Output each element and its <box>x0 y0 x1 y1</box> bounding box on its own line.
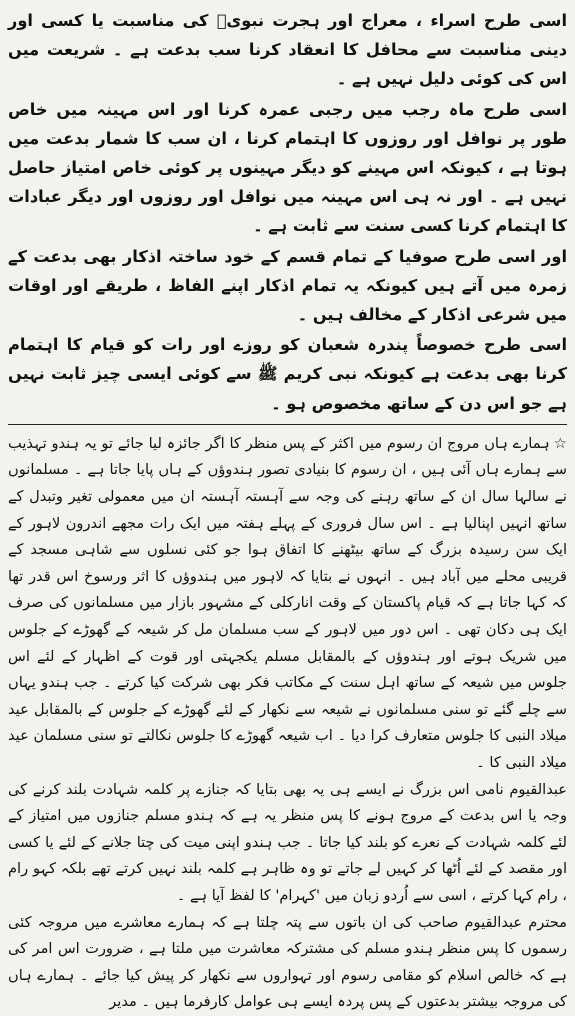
footnote-text: ہمارے ہاں مروج ان رسوم میں اکثر کے پس منظر کا اگر جائزہ لیا جائے تو یہ ہندو تہذیب سے ہمارے ہاں آئی ہیں ، ان رسوم کا بنیادی تصور ہندوؤں کے ہاں پایا جاتا ہے ۔ مسلمانوں نے سالہا سال ان کے ساتھ رہنے کی وجہ سے آہستہ آہستہ ان میں معمولی تغیر وتبدل کے ساتھ انہیں اپنالیا ہے ۔ اس سال فروری کے پہلے ہفتہ میں ایک رات مجھے اندرون لاہور کے ایک سن رسیدہ بزرگ کے ساتھ بیٹھنے کا اتفاق ہوا جو کئی نسلوں سے شاہی مسجد کے قریبی محلے میں آباد ہیں ۔ انہوں نے بتایا کہ لاہور میں ہندوؤں کا اثر ورسوخ اس قدر تھا کہ کہا جاتا ہے کہ قیام پاکستان کے وقت انارکلی کے مشہور بازار میں مسلمانوں کی صرف ایک ہی دکان تھی ۔ اس دور میں لاہور کے سب مسلمان مل کر شیعہ کے گھوڑے کے جلوس میں شریک ہوتے اور ہندوؤں کے بالمقابل مسلم یکجہتی اور قوت کے اظہار کے لئے اس جلوس میں شیعہ کے ساتھ اہل سنت کے مکاتب فکر بھی شرکت کیا کرتے ۔ جب ہندو یہاں سے چلے گئے تو سنی مسلمانوں نے شیعہ سے نکھار کے لئے گھوڑے کے جلوس کے بالمقابل عید میلاد النبی کا جلوس متعارف کرا دیا ۔ اب شیعہ گھوڑے کا جلوس نکالتے تو سنی مسلمان عید میلاد النبی کا ۔ <box>8 434 567 771</box>
main-text <box>8 6 567 418</box>
star-icon: ☆ <box>553 434 567 452</box>
paragraph-rajab: اسی طرح ماہ رجب میں رجبی عمرہ کرنا اور اس مہینہ میں خاص طور پر نوافل اور روزوں کا اہتمام کرنا ، ان سب کا شمار بدعت میں ہوتا ہے ، کیونکہ اس مہینے کو دیگر مہینوں پر کوئی خاص امتیاز حاصل نہیں ہے ۔ اور نہ ہی اس مہینہ میں نوافل اور روزوں اور دیگر عبادات کا اہتمام کرنا کسی سنت سے ثابت ہے ۔ <box>8 99 567 236</box>
paragraph-isra-miraj: اسی طرح اسراء ، معراج اور ہجرت نبویؐ کی مناسبت یا کسی اور دینی مناسبت سے محافل کا انعقاد کرنا سب بدعت ہے ۔ شریعت میں اس کی کوئی دلیل نہیں ہے ۔ <box>8 11 567 89</box>
paragraph-sufi-azkar: اور اسی طرح صوفیا کے تمام قسم کے خود ساختہ اذکار بھی بدعت کے زمرہ میں آتے ہیں کیونکہ یہ تمام اذکار اپنے الفاظ ، طریقے اور اوقات میں شرعی اذکار کے مخالف ہیں ۔ <box>8 246 567 325</box>
footnote-paragraph-history <box>8 431 567 777</box>
footnote-divider <box>8 424 567 425</box>
footnote-paragraph-funeral: عبدالقیوم نامی اس بزرگ نے ایسے ہی یہ بھی بتایا کہ جنازے پر کلمہ شہادت بلند کرنے کی وجہ یا اس بدعت کے مروج ہونے کا پس منظر یہ ہے کہ ہندو مسلم جنازوں میں امتیاز کے لئے کلمہ شہادت کے نعرے کو بلند کیا جاتا ۔ جب ہندو اپنی میت کی چتا جلانے کے لئے یا کسی اور مقصد کے لئے اُٹھا کر کہیں لے جاتے تو وہ ظاہر ہے کلمہ بلند نہیں کرتے تھے بلکہ کہو رام ، رام کہا کرتے ، اسی سے اُردو زبان میں 'کہرام' کا لفظ آیا ہے ۔ <box>8 780 567 904</box>
footnote-paragraph-conclusion: محترم عبدالقیوم صاحب کی ان باتوں سے پتہ چلتا ہے کہ ہمارے معاشرے میں مروجہ کئی رسموں کا پس منظر ہندو مسلم کی مشترکہ معاشرت میں ملتا ہے ، ضرورت اس امر کی ہے کہ خالص اسلام کو مقامی رسوم اور تہواروں سے نکھار کر پیش کیا جائے ۔ ہمارے ہاں کی مروجہ بیشتر بدعتوں کے پس پردہ ایسے ہی عوامل کارفرما ہیں ۔ مدیر <box>8 913 567 1011</box>
footnote-section <box>8 431 567 1016</box>
paragraph-shaban: اسی طرح خصوصاً پندرہ شعبان کو روزے اور رات کو قیام کا اہتمام کرنا بھی بدعت ہے کیونکہ نبی کریم ﷺ سے کوئی ایسی چیز ثابت نہیں ہے جو اس دن کے ساتھ مخصوص ہو ۔ <box>8 335 567 413</box>
